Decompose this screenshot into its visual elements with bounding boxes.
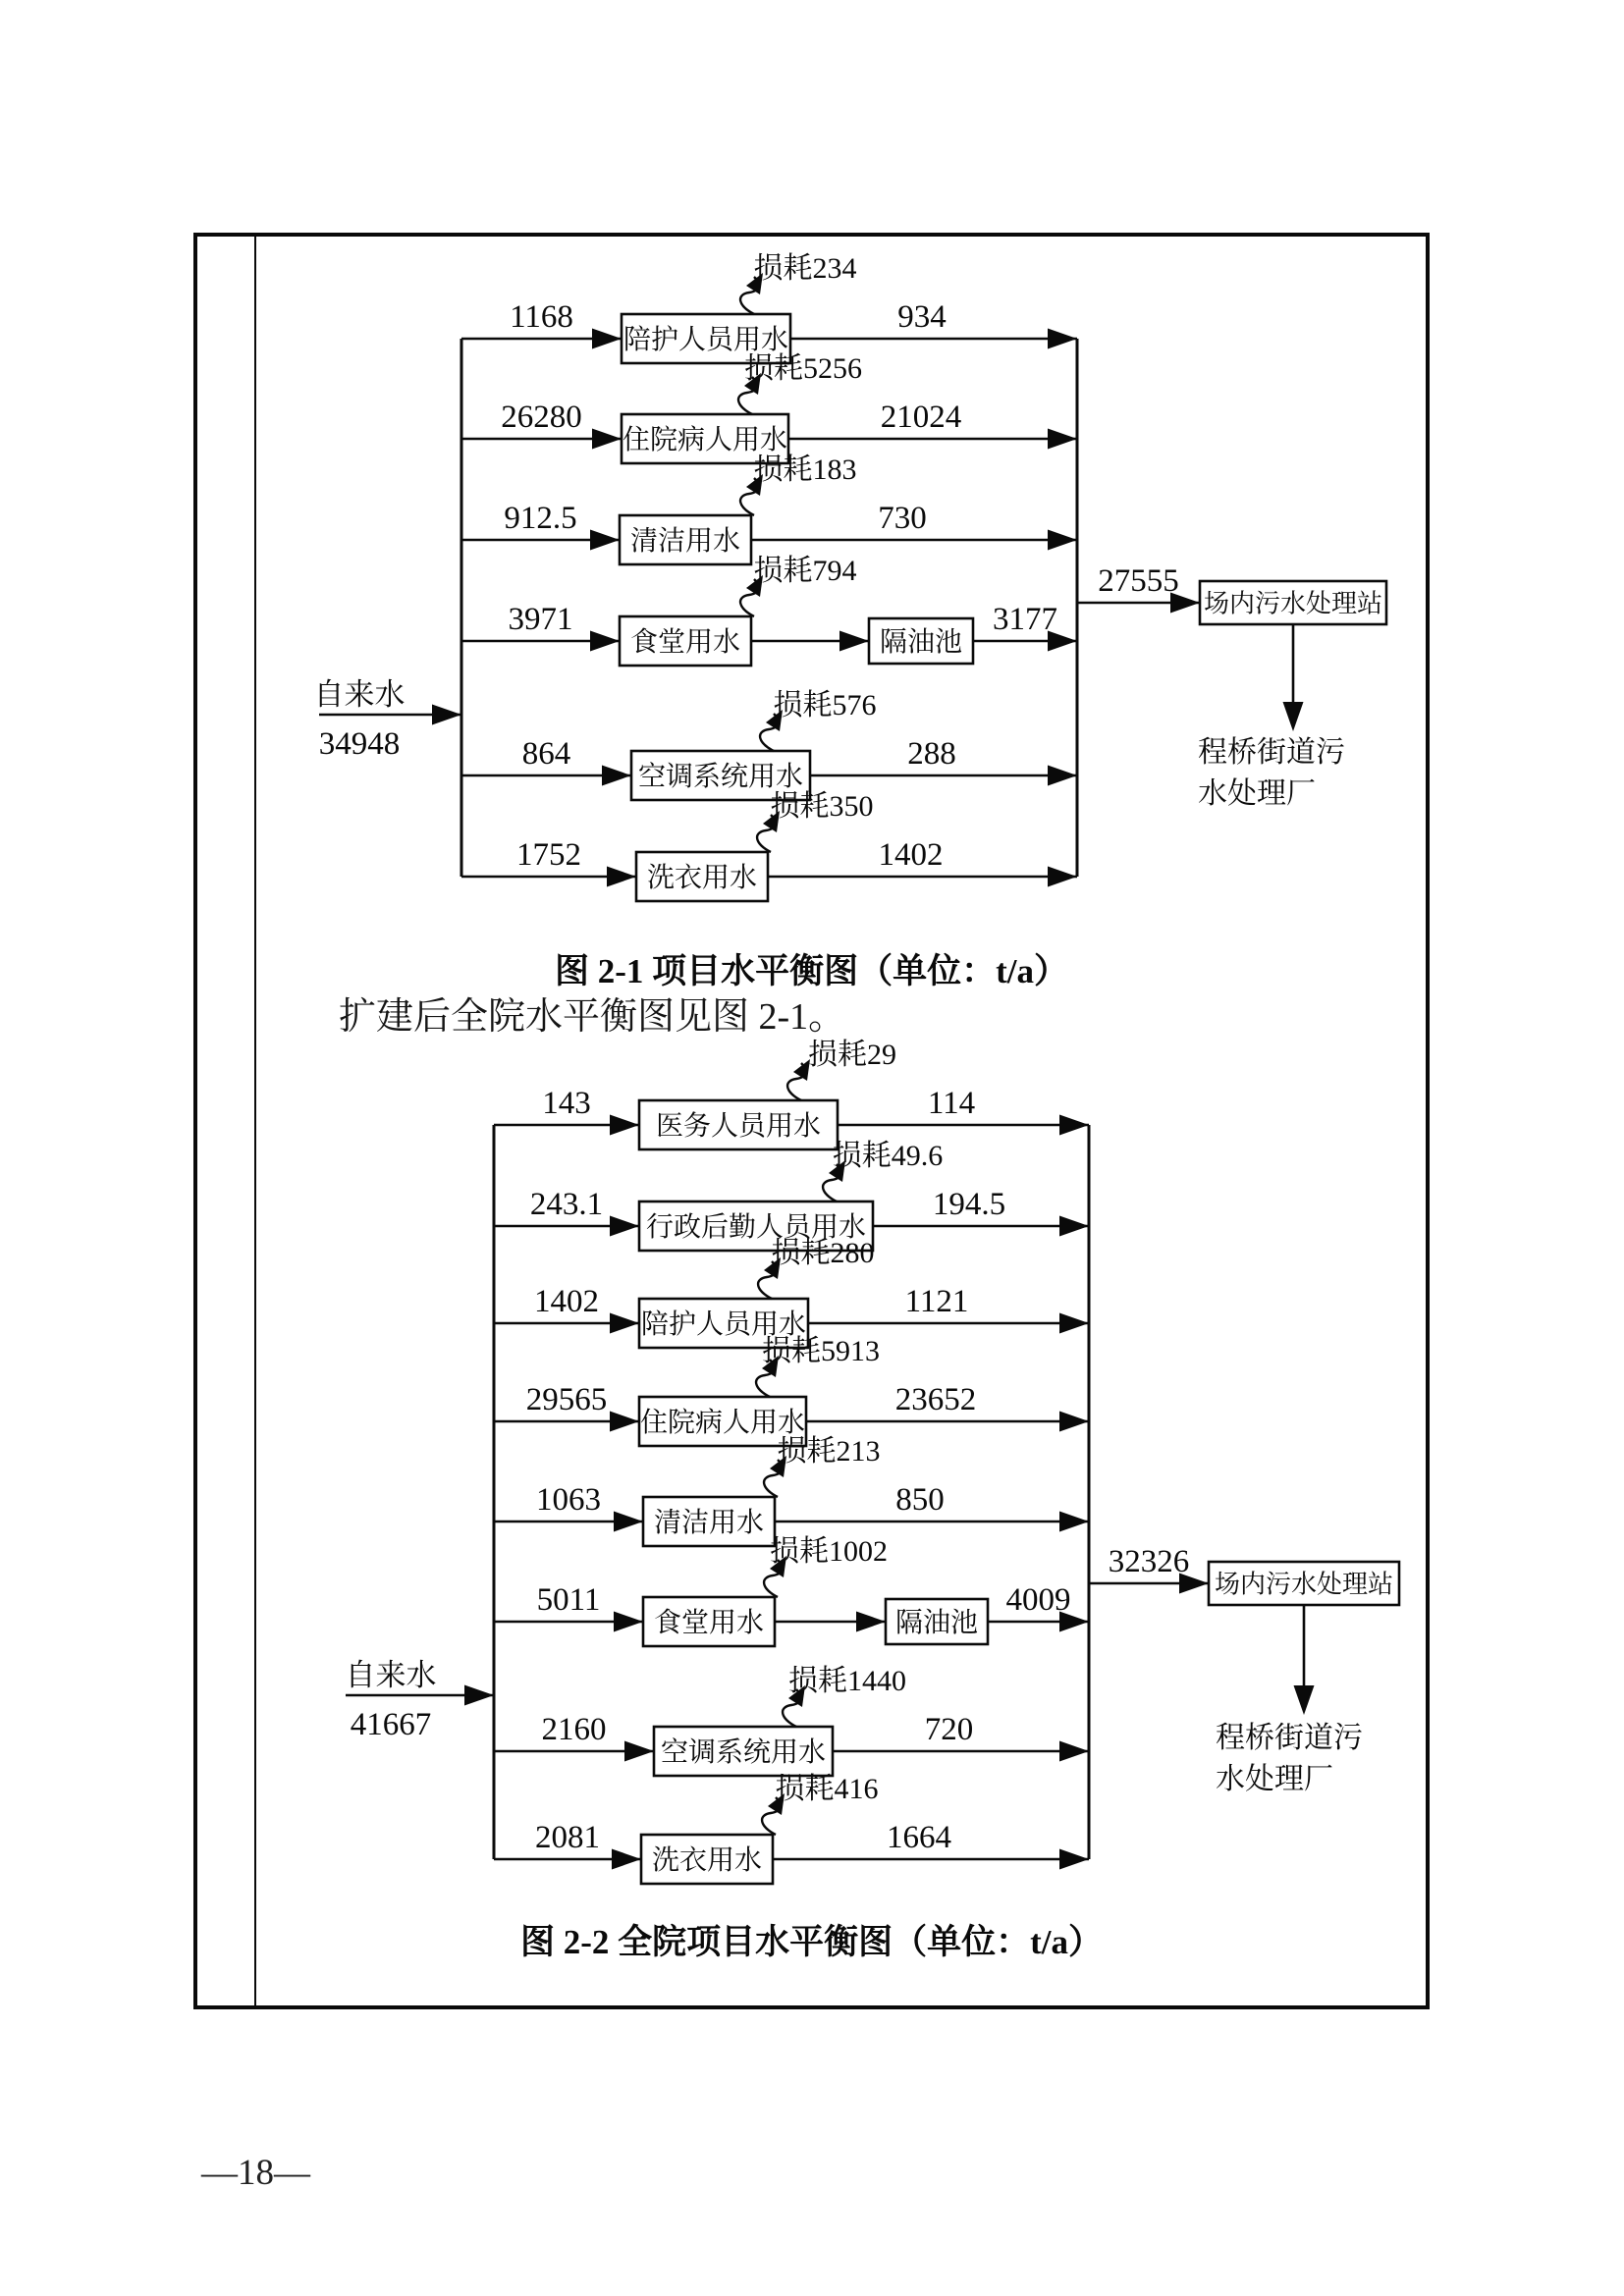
arrowhead: [1059, 1313, 1089, 1334]
arrowhead: [1048, 429, 1077, 450]
loss-label: 损耗576: [773, 689, 877, 721]
outflow-value: 288: [907, 736, 956, 772]
arrowhead: [1059, 1216, 1089, 1237]
flow-row: [461, 252, 1077, 363]
arrowhead: [1059, 1849, 1089, 1870]
arrowhead: [592, 429, 622, 450]
page-number: —18—: [201, 2153, 310, 2193]
outflow-value: 1664: [887, 1820, 951, 1855]
arrowhead: [590, 631, 620, 652]
arrowhead: [614, 1612, 643, 1632]
outflow-value: 934: [897, 299, 947, 335]
process-box-label: 食堂用水: [653, 1608, 765, 1639]
process-box-label: 洗衣用水: [646, 863, 758, 894]
flow-row: [494, 1665, 1089, 1776]
flow-row: [461, 790, 1077, 901]
inflow-value: 5011: [536, 1582, 601, 1618]
loss-label: 损耗1002: [770, 1535, 888, 1568]
loss-label: 损耗5256: [744, 352, 862, 385]
source-value: 41667: [350, 1707, 432, 1742]
figure-2-2-diagram: [346, 1039, 1400, 1884]
inflow-value: 26280: [501, 400, 582, 435]
arrowhead: [1059, 1741, 1089, 1762]
arrowhead: [1294, 1685, 1315, 1715]
figure-2-1-caption: 图 2-1 项目水平衡图（单位：t/a）: [554, 952, 1069, 990]
total-outflow-value: 32326: [1108, 1544, 1190, 1579]
process-box-label: 食堂用水: [629, 627, 741, 659]
inflow-value: 2081: [535, 1820, 600, 1855]
process-box-label: 清洁用水: [653, 1508, 765, 1539]
inflow-value: 29565: [525, 1382, 608, 1417]
treatment-station-box-label: 场内污水处理站: [1214, 1570, 1394, 1599]
arrowhead: [432, 705, 461, 725]
arrowhead: [1048, 329, 1077, 349]
outflow-value: 850: [895, 1482, 945, 1518]
loss-label: 损耗794: [753, 555, 857, 587]
arrowhead: [464, 1685, 494, 1706]
process-box-label: 清洁用水: [629, 526, 741, 558]
paragraph-text: 扩建后全院水平衡图见图 2-1。: [339, 996, 846, 1038]
outflow-value: 21024: [880, 400, 962, 435]
process-box-label: 医务人员用水: [655, 1111, 822, 1143]
arrowhead: [610, 1313, 639, 1334]
arrowhead: [1283, 702, 1304, 731]
outflow-value: 194.5: [932, 1187, 1006, 1222]
inflow-value: 243.1: [529, 1187, 604, 1222]
oil-separator-box-label: 隔油池: [879, 627, 963, 659]
flow-row: [494, 1335, 1089, 1446]
source-label: 自来水: [313, 677, 406, 712]
inflow-value: 912.5: [504, 501, 577, 536]
arrowhead: [592, 329, 622, 349]
process-box-label: 空调系统用水: [660, 1737, 827, 1769]
arrowhead: [607, 867, 636, 887]
process-box-label: 陪护人员用水: [623, 325, 789, 356]
arrowhead: [1048, 766, 1077, 786]
flow-row: [461, 555, 1077, 666]
flow-row: [494, 1237, 1089, 1348]
loss-label: 损耗1440: [788, 1665, 906, 1697]
inflow-value: 143: [542, 1086, 591, 1121]
loss-label: 损耗234: [753, 252, 857, 285]
process-box-label: 住院病人用水: [639, 1408, 806, 1439]
outflow-value: 720: [924, 1712, 974, 1747]
arrowhead: [1048, 530, 1077, 551]
flow-row: [494, 1039, 1089, 1149]
process-box-label: 空调系统用水: [637, 762, 804, 793]
arrowhead: [1048, 867, 1077, 887]
arrowhead: [856, 1612, 886, 1632]
process-box-label: 洗衣用水: [651, 1845, 763, 1877]
destination-name: 程桥街道污: [1216, 1722, 1363, 1754]
loss-label: 损耗5913: [762, 1335, 880, 1367]
arrowhead: [1059, 1412, 1089, 1432]
flow-row: [494, 1435, 1089, 1546]
outflow-value: 23652: [894, 1382, 977, 1417]
source-value: 34948: [318, 726, 401, 762]
inflow-value: 1063: [536, 1482, 601, 1518]
flow-row: [461, 352, 1077, 463]
arrowhead: [602, 766, 631, 786]
arrowhead: [839, 631, 869, 652]
source-label: 自来水: [345, 1658, 437, 1692]
loss-label: 损耗183: [753, 454, 857, 486]
total-outflow-value: 27555: [1098, 563, 1179, 599]
loss-label: 损耗280: [771, 1237, 875, 1269]
loss-label: 损耗49.6: [832, 1140, 944, 1172]
outflow-value: 3177: [993, 602, 1057, 637]
arrowhead: [624, 1741, 654, 1762]
outflow-value: 730: [878, 501, 927, 536]
inflow-value: 1402: [534, 1284, 599, 1319]
arrowhead: [610, 1115, 639, 1136]
process-box-label: 陪护人员用水: [640, 1309, 807, 1341]
arrowhead: [612, 1849, 641, 1870]
inflow-value: 3971: [508, 602, 573, 637]
arrowhead: [1059, 1512, 1089, 1532]
inflow-value: 864: [521, 736, 571, 772]
outflow-value: 1121: [904, 1284, 969, 1319]
arrowhead: [610, 1412, 639, 1432]
loss-label: 损耗213: [777, 1435, 881, 1468]
inflow-value: 1168: [510, 299, 573, 335]
process-box-label: 行政后勤人员用水: [645, 1212, 867, 1244]
outflow-value: 114: [927, 1086, 976, 1121]
process-box-label: 住院病人用水: [622, 425, 788, 456]
oil-separator-box-label: 隔油池: [894, 1608, 979, 1639]
figure-2-1-diagram: [314, 252, 1387, 901]
destination-name: 水处理厂: [1216, 1763, 1333, 1795]
outflow-value: 4009: [1005, 1582, 1071, 1618]
flow-row: [494, 1535, 1089, 1646]
flow-row: [494, 1773, 1089, 1884]
loss-label: 损耗416: [775, 1773, 879, 1805]
destination-name: 水处理厂: [1198, 777, 1316, 810]
flow-row: [494, 1140, 1089, 1251]
outflow-value: 1402: [878, 837, 944, 873]
loss-label: 损耗350: [770, 790, 874, 823]
arrowhead: [590, 530, 620, 551]
destination-name: 程桥街道污: [1198, 736, 1345, 769]
flow-row: [461, 454, 1077, 564]
inflow-value: 1752: [516, 837, 581, 873]
arrowhead: [610, 1216, 639, 1237]
inflow-value: 2160: [541, 1712, 607, 1747]
loss-label: 损耗29: [808, 1039, 896, 1071]
arrowhead: [1059, 1115, 1089, 1136]
arrowhead: [614, 1512, 643, 1532]
figure-2-2-caption: 图 2-2 全院项目水平衡图（单位：t/a）: [519, 1923, 1104, 1961]
treatment-station-box-label: 场内污水处理站: [1203, 589, 1383, 618]
flow-row: [461, 689, 1077, 800]
